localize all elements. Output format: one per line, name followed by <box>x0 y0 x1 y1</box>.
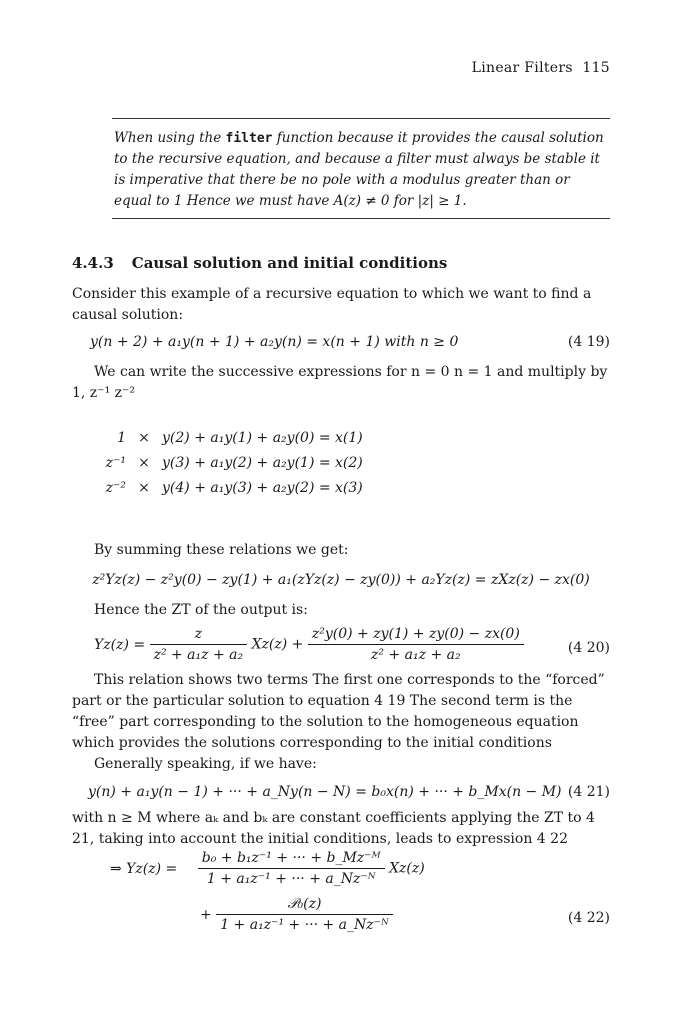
equation-4-20-label: (4 20) <box>567 640 610 656</box>
equation-4-22-line-2 <box>72 896 610 933</box>
eq422-fraction-1 <box>198 850 385 887</box>
times-sign: × <box>138 455 150 471</box>
note-text-1: When using the <box>114 130 226 146</box>
eq422-middle: Xz(z) <box>389 860 425 877</box>
intro-paragraph: Consider this example of a recursive equation to which we want to find a causal solution: <box>72 286 592 323</box>
sum-equation-body: z²Yz(z) − z²y(0) − zy(1) + a₁(zYz(z) − zy(0)) + a₂Yz(z) = zXz(z) − zx(0) <box>92 572 590 588</box>
times-sign: × <box>138 430 150 446</box>
fraction-denominator: z² + a₁z + a₂ <box>371 647 461 663</box>
system-row-1 <box>96 430 363 446</box>
with-paragraph: with n ≥ M where aₖ and bₖ are constant coefficients applying the ZT to 4 21, taking into account the initial conditions, leads to expression 4 22 <box>72 810 595 847</box>
fraction-numerator: 𝒫₀(z) <box>216 896 393 915</box>
eq420-fraction-1 <box>150 626 248 663</box>
zt-paragraph: Hence the ZT of the output is: <box>94 602 308 618</box>
successive-paragraph: We can write the successive expressions for n = 0 n = 1 and multiply by 1, z⁻¹ z⁻² <box>72 364 608 401</box>
eq422-lhs: ⇒ Yz(z) = <box>110 860 178 877</box>
system-equation: y(2) + a₁y(1) + a₂y(0) = x(1) <box>162 430 363 446</box>
section-number: 4.4.3 <box>72 254 114 272</box>
equation-4-19 <box>72 334 610 350</box>
eq420-fraction-2 <box>308 626 524 663</box>
eq420-lhs: Yz(z) = <box>94 636 146 653</box>
equation-4-19-label: (4 19) <box>567 334 610 350</box>
note-text-2: function because it provides the causal solution to the recursive equation, and because a filter must always be stable it is imperative that there be no pole with a modulus greater than or equal to 1 Hence we must have A(z) ≠ 0 for |z| ≥ 1. <box>114 130 604 209</box>
fraction-denominator: 1 + a₁z⁻¹ + ··· + a_Nz⁻ᴺ <box>206 871 376 887</box>
equation-4-20 <box>72 626 610 663</box>
system-equation: y(3) + a₁y(2) + a₂y(1) = x(2) <box>162 455 363 471</box>
relation-paragraph: This relation shows two terms The first one corresponds to the “forced” part or the particular solution to equation 4 19 The second term is the “free” part corresponding to the solution to the homogeneous equation which provides the solutions corresponding to the initial conditions <box>72 672 605 751</box>
equation-4-19-body: y(n + 2) + a₁y(n + 1) + a₂y(n) = x(n + 1) with n ≥ 0 <box>90 334 459 350</box>
fraction-numerator: z²y(0) + zy(1) + zy(0) − zx(0) <box>308 626 524 645</box>
eq420-middle: Xz(z) + <box>251 636 304 653</box>
eq422-fraction-2 <box>216 896 393 933</box>
fraction-denominator: z² + a₁z + a₂ <box>153 647 244 663</box>
system-multiplier: z⁻² <box>105 480 126 496</box>
note-code: filter <box>225 131 273 146</box>
section-heading <box>72 254 447 272</box>
equation-4-21 <box>72 784 610 800</box>
eq422-plus: + <box>200 906 212 923</box>
running-title: Linear Filters <box>471 60 573 76</box>
system-equation: y(4) + a₁y(3) + a₂y(2) = x(3) <box>162 480 363 496</box>
fraction-numerator: z <box>150 626 248 645</box>
running-head <box>472 60 610 76</box>
note-box <box>114 128 608 212</box>
system-multiplier: 1 <box>117 430 126 446</box>
times-sign: × <box>138 480 150 496</box>
equation-4-22 <box>72 850 610 887</box>
note-bottom-rule <box>112 218 610 219</box>
summing-paragraph: By summing these relations we get: <box>94 542 349 558</box>
general-paragraph: Generally speaking, if we have: <box>94 756 317 772</box>
note-top-rule <box>112 118 610 119</box>
page-number: 115 <box>582 60 610 76</box>
section-title: Causal solution and initial conditions <box>131 254 448 272</box>
fraction-numerator: b₀ + b₁z⁻¹ + ··· + b_Mz⁻ᴹ <box>198 850 385 869</box>
equation-4-21-label: (4 21) <box>567 784 610 800</box>
sum-equation <box>72 572 610 588</box>
equation-4-22-label: (4 22) <box>567 910 610 926</box>
fraction-denominator: 1 + a₁z⁻¹ + ··· + a_Nz⁻ᴺ <box>220 917 389 933</box>
system-row-2 <box>96 455 363 471</box>
system-multiplier: z⁻¹ <box>105 455 126 471</box>
system-row-3 <box>96 480 363 496</box>
equation-4-21-body: y(n) + a₁y(n − 1) + ··· + a_Ny(n − N) = b₀x(n) + ··· + b_Mx(n − M) <box>88 784 562 800</box>
